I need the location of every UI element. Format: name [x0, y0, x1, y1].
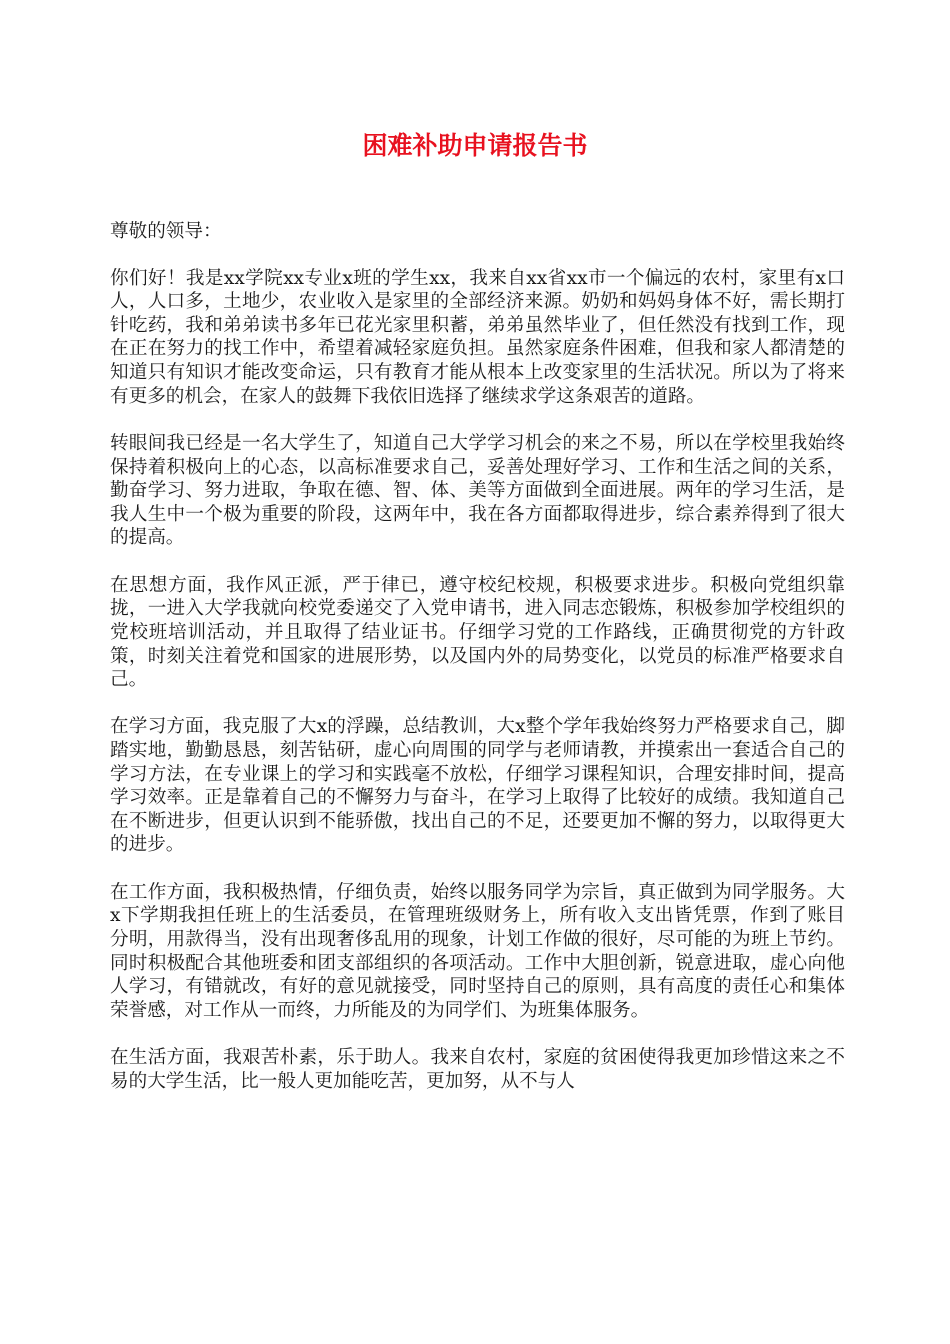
paragraph-ideology: 在思想方面，我作风正派，严于律已，遵守校纪校规，积极要求进步。积极向党组织靠拢，一进入大学我就向校党委递交了入党申请书，进入同志恋锻炼，积极参加学校组织的党校班培训活动，并且取得了结业证书。仔细学习党的工作路线，正确贯彻党的方针政策，时刻关注着党和国家的进展形势，以及国内外的局势变化，以党员的标准严格要求自己。: [110, 574, 845, 691]
document-body: [110, 220, 845, 1093]
paragraph-study: 在学习方面，我克服了大x的浮躁，总结教训，大x整个学年我始终努力严格要求自己，脚踏实地，勤勤恳恳，刻苦钻研，虚心向周围的同学与老师请教，并摸索出一套适合自己的学习方法，在专业课上的学习和实践毫不放松，仔细学习课程知识，合理安排时间，提高学习效率。正是靠着自己的不懈努力与奋斗，在学习上取得了比较好的成绩。我知道自己在不断进步，但更认识到不能骄傲，找出自己的不足，还要更加不懈的努力，以取得更大的进步。: [110, 716, 845, 856]
salutation: 尊敬的领导：: [110, 221, 222, 242]
paragraph-university-life: 转眼间我已经是一名大学生了，知道自己大学学习机会的来之不易，所以在学校里我始终保持着积极向上的心态，以高标准要求自己，妥善处理好学习、工作和生活之间的关系，勤奋学习、努力进取，争取在德、智、体、美等方面做到全面进展。两年的学习生活，是我人生中一个极为重要的阶段，这两年中，我在各方面都取得进步，综合素养得到了很大的提高。: [110, 432, 845, 549]
paragraph-life: 在生活方面，我艰苦朴素，乐于助人。我来自农村，家庭的贫困使得我更加珍惜这来之不易的大学生活，比一般人更加能吃苦，更加努，从不与人: [110, 1047, 845, 1092]
paragraph-work: 在工作方面，我积极热情，仔细负责，始终以服务同学为宗旨，真正做到为同学服务。大x下学期我担任班上的生活委员，在管理班级财务上，所有收入支出皆凭票，作到了账目分明，用款得当，没有出现奢侈乱用的现象，计划工作做的很好，尽可能的为班上节约。同时积极配合其他班委和团支部组织的各项活动。工作中大胆创新，锐意进取，虚心向他人学习，有错就改，有好的意见就接受，同时坚持自己的原则，具有高度的责任心和集体荣誉感，对工作从一而终，力所能及的为同学们、为班集体服务。: [110, 881, 845, 1021]
document-title: 困难补助申请报告书: [362, 131, 588, 160]
paragraph-family-background: 你们好！我是xx学院xx专业x班的学生xx，我来自xx省xx市一个偏远的农村，家里有x口人，人口多，土地少，农业收入是家里的全部经济来源。奶奶和妈妈身体不好，需长期打针吃药，我和弟弟读书多年已花光家里积蓄，弟弟虽然毕业了，但任然没有找到工作，现在正在努力的找工作中，希望着减轻家庭负担。虽然家庭条件困难，但我和家人都清楚的知道只有知识才能改变命运，只有教育才能从根本上改变家里的生活状况。所以为了将来有更多的机会，在家人的鼓舞下我依旧选择了继续求学这条艰苦的道路。: [110, 267, 845, 407]
